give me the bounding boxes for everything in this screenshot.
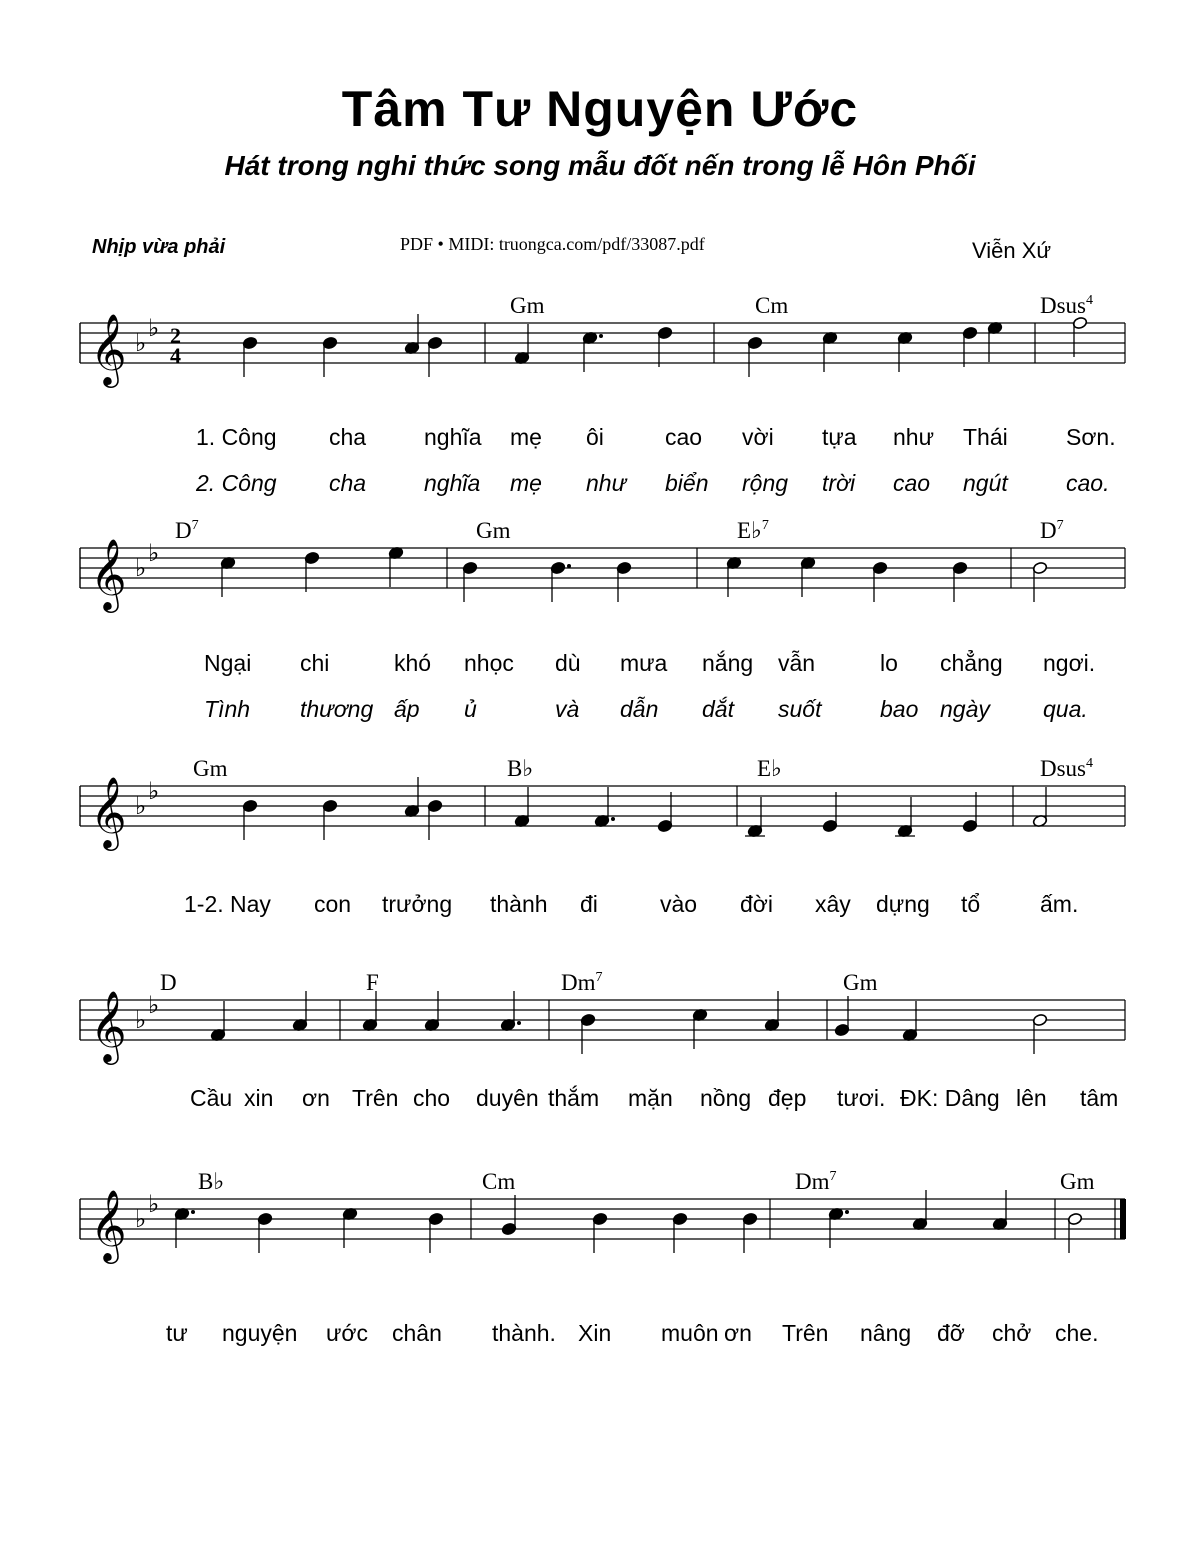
note bbox=[1032, 1013, 1047, 1054]
note bbox=[550, 561, 571, 602]
lyric-word: ấp bbox=[394, 696, 420, 722]
note bbox=[657, 792, 672, 833]
lyric-word: vào bbox=[660, 891, 698, 917]
note bbox=[872, 561, 887, 602]
note bbox=[912, 1190, 927, 1231]
lyric-word: dựng bbox=[876, 891, 930, 917]
note bbox=[897, 331, 912, 372]
lyric-word: ơn bbox=[724, 1320, 752, 1346]
lyric-word: vẫn bbox=[778, 650, 816, 676]
note bbox=[692, 1008, 707, 1049]
treble-clef-icon: 𝄞 bbox=[90, 312, 127, 385]
chord-symbol: $D^7$ bbox=[1040, 518, 1064, 543]
lyric-word: bao bbox=[880, 696, 919, 722]
note bbox=[501, 1195, 516, 1236]
note bbox=[404, 314, 419, 355]
note bbox=[726, 556, 741, 597]
chord-symbol: Cm bbox=[482, 1169, 516, 1194]
lyric-word: cao. bbox=[1066, 470, 1110, 496]
lyric-word: tâm bbox=[1080, 1085, 1119, 1111]
lyric-word: mưa bbox=[620, 650, 668, 676]
final-barline bbox=[1120, 1199, 1126, 1239]
lyric-word: cha bbox=[329, 470, 367, 496]
chord-extension: 4 bbox=[1086, 756, 1094, 771]
lyric-word: mẹ bbox=[510, 424, 542, 450]
lyric-word: chẳng bbox=[940, 650, 1003, 676]
lyric-word: ngày bbox=[940, 696, 990, 722]
lyric-word: Trên bbox=[352, 1085, 399, 1111]
lyric-word: ủ bbox=[464, 696, 477, 722]
note bbox=[1067, 1212, 1082, 1253]
chord-symbol: B♭ bbox=[507, 756, 534, 781]
note bbox=[342, 1207, 357, 1248]
note bbox=[672, 1212, 687, 1253]
note bbox=[902, 1001, 917, 1042]
tempo-marking: Nhịp vừa phải bbox=[92, 236, 226, 258]
lyric-word: con bbox=[314, 891, 352, 917]
lyric-word: Cầu bbox=[190, 1085, 233, 1111]
lyric-word: ơn bbox=[302, 1085, 330, 1111]
note bbox=[427, 336, 442, 377]
note bbox=[962, 326, 977, 367]
source-link[interactable]: PDF • MIDI: truongca.com/pdf/33087.pdf bbox=[400, 234, 705, 254]
chord-symbol: B♭ bbox=[198, 1169, 225, 1194]
chord-symbol: Cm bbox=[755, 293, 789, 318]
lyric-word: 2. Công bbox=[196, 470, 277, 496]
flat-icon: ♭ bbox=[135, 554, 147, 582]
lyric-word: đỡ bbox=[937, 1320, 965, 1346]
lyric-word: Xin bbox=[578, 1320, 612, 1346]
lyric-word: ước bbox=[326, 1320, 368, 1346]
staff-lines bbox=[80, 312, 1126, 1264]
note bbox=[220, 556, 235, 597]
note bbox=[742, 1212, 757, 1253]
treble-clef-icon: 𝄞 bbox=[90, 989, 127, 1062]
lyric-word: ôi bbox=[586, 424, 604, 450]
note-dot bbox=[599, 334, 603, 338]
flat-icon: ♭ bbox=[148, 1190, 160, 1218]
lyric-word: vời bbox=[742, 424, 774, 450]
flat-icon: ♭ bbox=[148, 314, 160, 342]
staff-system bbox=[80, 312, 1125, 388]
flat-icon: ♭ bbox=[135, 1205, 147, 1233]
lyric-word: nắng bbox=[702, 650, 754, 676]
note bbox=[764, 991, 779, 1032]
note bbox=[304, 551, 319, 592]
lyric-word: thành bbox=[490, 891, 548, 917]
treble-clef-icon: 𝄞 bbox=[90, 775, 127, 848]
chord-symbol: Gm bbox=[193, 756, 228, 781]
note bbox=[592, 1212, 607, 1253]
lyric-word: biển bbox=[665, 470, 709, 496]
lyric-word: muôn bbox=[661, 1320, 719, 1346]
note-dot bbox=[191, 1210, 195, 1214]
lyric-word: tổ bbox=[961, 891, 981, 917]
lyric-word: xây bbox=[815, 891, 851, 917]
lyric-word: dẫn bbox=[620, 696, 659, 722]
lyric-word: cho bbox=[413, 1085, 451, 1111]
lyric-word: khó bbox=[394, 650, 432, 676]
lyric-word: tựa bbox=[822, 424, 857, 450]
chord-symbol: Gm bbox=[1060, 1169, 1095, 1194]
note bbox=[822, 792, 837, 833]
chord-symbol: Dm$^7$ bbox=[795, 1169, 837, 1194]
lyric-word: ngơi. bbox=[1043, 650, 1096, 676]
composer-name: Viễn Xứ bbox=[972, 238, 1052, 263]
note bbox=[952, 561, 967, 602]
flat-icon: ♭ bbox=[148, 539, 160, 567]
note bbox=[800, 556, 815, 597]
lyric-word: che. bbox=[1055, 1320, 1099, 1346]
time-signature-bottom: 4 bbox=[170, 343, 181, 368]
lyric-word: đời bbox=[740, 891, 773, 917]
lyric-word: trời bbox=[822, 470, 856, 496]
lyric-word: ngút bbox=[963, 470, 1008, 496]
lyric-word: chở bbox=[992, 1320, 1032, 1346]
lyric-word: cao bbox=[665, 424, 703, 450]
chord-extension: 7 bbox=[761, 518, 769, 533]
note bbox=[362, 991, 377, 1032]
note bbox=[388, 546, 403, 587]
lyric-word: chân bbox=[392, 1320, 442, 1346]
chord-symbol: Gm bbox=[843, 970, 878, 995]
staff-system bbox=[80, 1188, 1126, 1264]
lyric-word: nhọc bbox=[464, 650, 514, 676]
lyric-word: cao bbox=[893, 470, 931, 496]
note-dot bbox=[517, 1021, 521, 1025]
lyric-word: nồng bbox=[700, 1085, 752, 1111]
lyric-word: thắm bbox=[548, 1085, 600, 1111]
note bbox=[962, 792, 977, 833]
chord-extension: 7 bbox=[595, 970, 603, 985]
lyric-word: ĐK: Dâng bbox=[900, 1085, 1000, 1111]
chord-symbol: $D^7$ bbox=[175, 518, 199, 543]
lyric-word: xin bbox=[244, 1085, 274, 1111]
lyric-word: trưởng bbox=[382, 891, 453, 917]
flat-icon: ♭ bbox=[135, 1006, 147, 1034]
lyric-word: 1-2. Nay bbox=[184, 891, 271, 917]
note-dot bbox=[567, 564, 571, 568]
flat-icon: ♭ bbox=[148, 777, 160, 805]
note bbox=[427, 799, 442, 840]
chord-symbol: E♭ bbox=[757, 756, 782, 781]
lyric-word: ấm. bbox=[1040, 891, 1079, 917]
lyric-word: nghĩa bbox=[424, 470, 481, 496]
lyric-word: mẹ bbox=[510, 470, 542, 496]
chord-symbols bbox=[160, 293, 1095, 1194]
note bbox=[747, 336, 762, 377]
note bbox=[428, 1212, 443, 1253]
note bbox=[1032, 561, 1047, 602]
song-subtitle: Hát trong nghi thức song mẫu đốt nến trong lễ Hôn Phối bbox=[224, 150, 976, 181]
lyric-word: rộng bbox=[742, 470, 789, 496]
chord-extension: 7 bbox=[1056, 518, 1064, 533]
chord-symbol: Gm bbox=[476, 518, 511, 543]
note bbox=[500, 991, 521, 1032]
note-dot bbox=[845, 1210, 849, 1214]
lyric-word: dắt bbox=[702, 696, 734, 722]
lyric-word: Thái bbox=[963, 424, 1008, 450]
lyric-word: đi bbox=[580, 891, 598, 917]
note bbox=[322, 336, 337, 377]
staff-system bbox=[80, 537, 1125, 613]
lyric-word: duyên bbox=[476, 1085, 539, 1111]
note bbox=[514, 324, 529, 365]
note bbox=[895, 797, 915, 838]
lyric-word: nguyện bbox=[222, 1320, 298, 1346]
note-dot bbox=[611, 817, 615, 821]
note bbox=[292, 991, 307, 1032]
lyric-word: nghĩa bbox=[424, 424, 482, 450]
lyric-word: dù bbox=[555, 650, 581, 676]
note bbox=[582, 331, 603, 372]
chord-symbol: E♭$^7$ bbox=[737, 518, 769, 543]
note bbox=[828, 1207, 849, 1248]
lyric-word: thành. bbox=[492, 1320, 556, 1346]
chord-symbol: D bbox=[160, 970, 177, 995]
lyric-word: và bbox=[555, 696, 580, 722]
time-signature-top: 2 bbox=[170, 323, 181, 348]
lyric-word: đẹp bbox=[768, 1085, 807, 1111]
lyric-word: Trên bbox=[782, 1320, 829, 1346]
lyric-word: mặn bbox=[628, 1085, 673, 1111]
note bbox=[834, 996, 849, 1037]
note bbox=[1072, 316, 1087, 357]
note bbox=[322, 799, 337, 840]
note bbox=[210, 1001, 225, 1042]
lyric-word: Ngại bbox=[204, 650, 252, 676]
lyric-word: suốt bbox=[778, 696, 822, 722]
chord-symbol: Dm$^7$ bbox=[561, 970, 603, 995]
lyric-word: lên bbox=[1016, 1085, 1047, 1111]
lyric-word: chi bbox=[300, 650, 330, 676]
lyric-word: cha bbox=[329, 424, 367, 450]
treble-clef-icon: 𝄞 bbox=[90, 537, 127, 610]
chord-extension: 7 bbox=[829, 1169, 837, 1184]
flat-icon: ♭ bbox=[148, 991, 160, 1019]
note bbox=[242, 799, 257, 840]
note bbox=[992, 1190, 1007, 1231]
chord-symbol: Gm bbox=[510, 293, 545, 318]
note bbox=[616, 561, 631, 602]
staff-system bbox=[80, 775, 1125, 851]
chord-extension: 7 bbox=[191, 518, 199, 533]
chord-symbol: Dsus$^4$ bbox=[1040, 293, 1094, 318]
note bbox=[657, 326, 672, 367]
lyric-word: tư bbox=[166, 1320, 188, 1346]
lyric-word: qua. bbox=[1043, 696, 1088, 722]
note bbox=[404, 777, 419, 818]
note bbox=[424, 991, 439, 1032]
note bbox=[462, 561, 477, 602]
flat-icon: ♭ bbox=[135, 329, 147, 357]
lyric-word: Sơn. bbox=[1066, 424, 1116, 450]
note bbox=[1032, 787, 1047, 828]
note bbox=[257, 1212, 272, 1253]
note bbox=[594, 787, 615, 828]
note bbox=[745, 797, 765, 838]
treble-clef-icon: 𝄞 bbox=[90, 1188, 127, 1261]
song-title: Tâm Tư Nguyện Ước bbox=[341, 81, 859, 137]
note bbox=[174, 1207, 195, 1248]
lyric-word: nâng bbox=[860, 1320, 912, 1346]
chord-symbol: Dsus$^4$ bbox=[1040, 756, 1094, 781]
chord-extension: 4 bbox=[1086, 293, 1094, 308]
note bbox=[822, 331, 837, 372]
lyric-word: Tình bbox=[204, 696, 251, 722]
flat-icon: ♭ bbox=[135, 792, 147, 820]
lyric-word: 1. Công bbox=[196, 424, 277, 450]
lyric-word: lo bbox=[880, 650, 898, 676]
lyric-word: thương bbox=[300, 696, 374, 722]
note bbox=[987, 321, 1002, 362]
lyric-word: như bbox=[586, 470, 627, 496]
chord-symbol: F bbox=[366, 970, 379, 995]
note bbox=[514, 787, 529, 828]
staff-system bbox=[80, 989, 1125, 1065]
note bbox=[242, 336, 257, 377]
lyric-word: như bbox=[893, 424, 934, 450]
notes-layer bbox=[174, 314, 1087, 1253]
lyric-word: tươi. bbox=[837, 1085, 886, 1111]
note bbox=[580, 1013, 595, 1054]
